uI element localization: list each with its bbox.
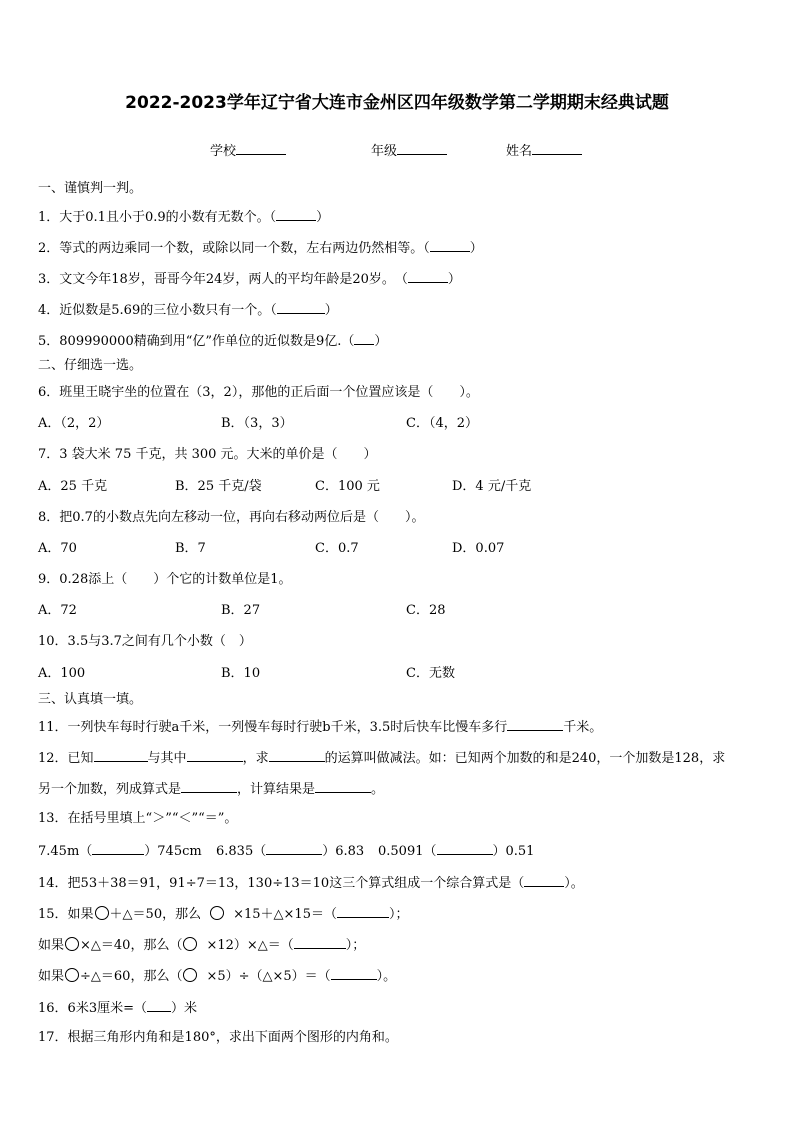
- name-input-line: [532, 141, 582, 155]
- circle-symbol-icon: [95, 906, 109, 920]
- answer-blank: [337, 905, 389, 918]
- option-c: C．无数: [406, 666, 455, 681]
- option-b: B．27: [221, 603, 261, 618]
- answer-blank: [266, 842, 322, 855]
- question-10: 10．3.5与3.7之间有几个小数（ ）: [38, 634, 252, 649]
- compare-item-3: 0.5091（ ）0.51: [378, 844, 535, 859]
- grade-input-line: [397, 141, 447, 155]
- option-b: B．（3，3）: [221, 416, 293, 431]
- question-13: 13．在括号里填上“＞”“＜”“＝”。: [38, 811, 238, 826]
- question-4: 4．近似数是5.69的三位小数只有一个。（ ）: [38, 303, 338, 318]
- circle-symbol-icon: [183, 968, 197, 982]
- option-b: B．10: [221, 666, 261, 681]
- answer-blank: [187, 749, 243, 762]
- question-14: 14．把53＋38＝91，91÷7＝13，130÷13＝10这三个算式组成一个综合算式是（ ）。: [38, 876, 584, 891]
- answer-blank: [524, 874, 564, 887]
- question-16: 16．6米3厘米=（ ）米: [38, 1001, 197, 1016]
- answer-blank: [181, 780, 237, 793]
- question-1: 1．大于0.1且小于0.9的小数有无数个。（ ）: [38, 210, 330, 225]
- circle-symbol-icon: [210, 906, 224, 920]
- name-field: [506, 140, 582, 159]
- answer-blank: [276, 208, 316, 221]
- question-15-line-2: 如果 ×△＝40，那么（ ×12）×△＝（ ）；: [38, 938, 366, 953]
- answer-blank: [437, 842, 493, 855]
- compare-item-1: 7.45m（ ）745cm: [38, 844, 202, 859]
- question-2: 2．等式的两边乘同一个数，或除以同一个数，左右两边仍然相等。（ ）: [38, 241, 483, 256]
- school-label: 学校: [210, 144, 237, 159]
- question-17: 17．根据三角形内角和是180°，求出下面两个图形的内角和。: [38, 1030, 398, 1045]
- option-b: B．25 千克/袋: [175, 479, 262, 494]
- answer-blank: [507, 718, 563, 731]
- question-15: 15．如果 ＋△＝50，那么 ×15＋△×15＝（ ）；: [38, 907, 409, 922]
- question-15-line-3: 如果 ÷△＝60，那么（ ×5）÷（△×5）＝（ ）。: [38, 969, 397, 984]
- option-d: D．4 元/千克: [452, 479, 532, 494]
- question-12: 12．已知 与其中 ，求 的运算叫做减法。如：已知两个加数的和是240，一个加数是128，求: [38, 751, 726, 766]
- option-a: A．70: [38, 541, 77, 556]
- option-a: A．25 千克: [38, 479, 108, 494]
- grade-label: 年级: [371, 144, 398, 159]
- question-12-continued: 另一个加数，列成算式是 ，计算结果是 。: [38, 782, 385, 797]
- compare-item-2: 6.835（ ）6.83: [216, 844, 365, 859]
- option-a: A．100: [38, 666, 86, 681]
- question-7: 7．3 袋大米 75 千克，共 300 元。大米的单价是（ ）: [38, 447, 377, 462]
- question-11: 11．一列快车每时行驶a千米，一列慢车每时行驶b千米，3.5时后快车比慢车多行 千米。: [38, 720, 603, 735]
- question-6: 6．班里王晓宇坐的位置在（3，2），那他的正后面一个位置应该是（ ）。: [38, 385, 479, 400]
- answer-blank: [269, 749, 325, 762]
- option-b: B．7: [175, 541, 206, 556]
- question-9: 9．0.28添上（ ）个它的计数单位是1。: [38, 572, 292, 587]
- school-field: [210, 140, 286, 159]
- option-c: C．0.7: [315, 541, 359, 556]
- answer-blank: [315, 780, 371, 793]
- answer-blank: [354, 332, 374, 345]
- name-label: 姓名: [506, 144, 533, 159]
- answer-blank: [92, 842, 144, 855]
- question-3: 3．文文今年18岁，哥哥今年24岁，两人的平均年龄是20岁。 （ ）: [38, 272, 461, 287]
- grade-field: [371, 140, 447, 159]
- option-c: C．（4，2）: [406, 416, 478, 431]
- section-3-heading: 三、认真填一填。: [38, 692, 143, 707]
- option-c: C．100 元: [315, 479, 380, 494]
- circle-symbol-icon: [65, 968, 79, 982]
- circle-symbol-icon: [65, 937, 79, 951]
- answer-blank: [94, 749, 148, 762]
- answer-blank: [331, 967, 377, 980]
- answer-blank: [277, 301, 325, 314]
- question-5: 5．809990000精确到用“亿”作单位的近似数是9亿.（ ）: [38, 334, 388, 349]
- answer-blank: [408, 270, 448, 283]
- option-a: A．72: [38, 603, 77, 618]
- page-title: 2022-2023学年辽宁省大连市金州区四年级数学第二学期期末经典试题: [125, 93, 669, 113]
- school-input-line: [236, 141, 286, 155]
- circle-symbol-icon: [183, 937, 197, 951]
- answer-blank: [430, 239, 470, 252]
- option-a: A．（2，2）: [38, 416, 110, 431]
- answer-blank: [147, 999, 171, 1012]
- option-c: C．28: [406, 603, 446, 618]
- option-d: D．0.07: [452, 541, 505, 556]
- question-8: 8．把0.7的小数点先向左移动一位，再向右移动两位后是（ ）。: [38, 510, 425, 525]
- section-1-heading: 一、谨慎判一判。: [38, 181, 143, 196]
- section-2-heading: 二、仔细选一选。: [38, 358, 143, 373]
- answer-blank: [294, 936, 346, 949]
